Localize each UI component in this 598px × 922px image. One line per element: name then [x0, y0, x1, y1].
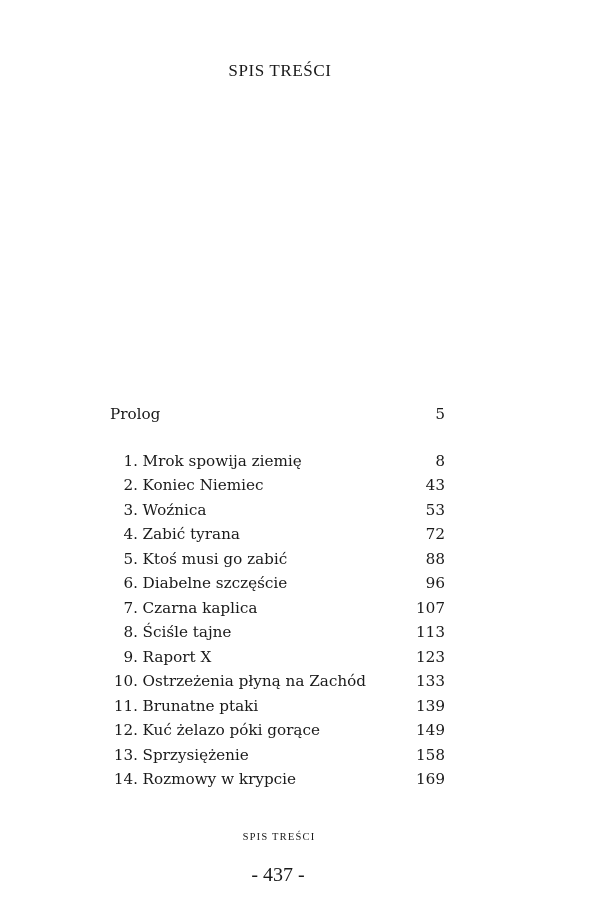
toc-entry-title: Koniec Niemiec: [142, 476, 264, 494]
toc-entry-number: 11.: [113, 696, 138, 715]
toc-entry-page: 5: [435, 405, 445, 423]
toc-entry-number: 9.: [123, 647, 138, 666]
toc-entry: [110, 645, 445, 670]
toc-entry-prolog: [110, 402, 445, 427]
toc-entry: [110, 669, 445, 694]
toc-entry-number: 3.: [123, 500, 138, 519]
toc-entry-title: Brunatne ptaki: [142, 696, 259, 715]
toc-entry-number: 13.: [113, 745, 138, 764]
toc-entry-page: 158: [416, 745, 445, 764]
toc-entry-title: Ktoś musi go zabić: [142, 549, 288, 568]
toc-entry-number: 14.: [113, 770, 138, 788]
page-number: - 437 -: [251, 864, 305, 886]
toc-entry-title: Kuć żelazo póki gorące: [142, 721, 320, 739]
toc-entry-page: 72: [425, 525, 445, 543]
toc-entry: [110, 743, 445, 768]
toc-entry: [110, 718, 445, 743]
toc-entry-number: 8.: [123, 623, 138, 641]
toc-entry-number: 2.: [123, 476, 138, 494]
table-of-contents: [110, 402, 445, 792]
toc-entry-title: Ostrzeżenia płyną na Zachód: [142, 672, 366, 690]
toc-entry-page: 96: [425, 574, 445, 592]
toc-entry-page: 123: [416, 647, 445, 666]
toc-entry: [110, 571, 445, 596]
toc-entry-number: 12.: [113, 721, 138, 739]
toc-entry-title: Diabelne szczęście: [142, 574, 288, 592]
toc-entry: [110, 694, 445, 719]
running-footer-title: SPIS TREŚCI: [242, 832, 316, 843]
toc-entry-number: 1.: [123, 451, 138, 470]
toc-entry-page: 8: [435, 451, 445, 470]
toc-entry-number: 4.: [123, 525, 138, 543]
toc-entry-title: Ściśle tajne: [142, 623, 232, 641]
toc-entry-page: 133: [416, 672, 445, 690]
toc-entry: [110, 620, 445, 645]
toc-entry-page: 149: [416, 721, 445, 739]
toc-entry-title: Czarna kaplica: [142, 598, 258, 617]
toc-entry-title: Mrok spowija ziemię: [142, 451, 302, 470]
toc-entry-page: 53: [425, 500, 445, 519]
toc-entry-title: Prolog: [110, 405, 161, 423]
toc-entry: [110, 767, 445, 792]
toc-entry-title: Rozmowy w krypcie: [142, 770, 297, 788]
toc-entry-page: 169: [416, 770, 445, 788]
toc-entry: [110, 473, 445, 498]
toc-entry-title: Sprzysiężenie: [142, 745, 249, 764]
toc-entry-title: Raport X: [142, 647, 212, 666]
toc-entry-page: 113: [416, 623, 445, 641]
toc-entry-page: 88: [425, 549, 445, 568]
toc-entry-number: 5.: [123, 549, 138, 568]
toc-entry: [110, 522, 445, 547]
toc-entry: [110, 547, 445, 572]
toc-entry-number: 6.: [123, 574, 138, 592]
toc-entry-page: 139: [416, 696, 445, 715]
toc-entry-title: Woźnica: [142, 500, 207, 519]
toc-entry-page: 43: [425, 476, 445, 494]
toc-entry-title: Zabić tyrana: [142, 525, 240, 543]
toc-entry-number: 10.: [113, 672, 138, 690]
toc-entry: [110, 498, 445, 523]
toc-entry: [110, 449, 445, 474]
toc-entry-page: 107: [416, 598, 445, 617]
toc-entry-number: 7.: [123, 598, 138, 617]
toc-entry: [110, 596, 445, 621]
page-title: SPIS TREŚCI: [228, 61, 332, 80]
